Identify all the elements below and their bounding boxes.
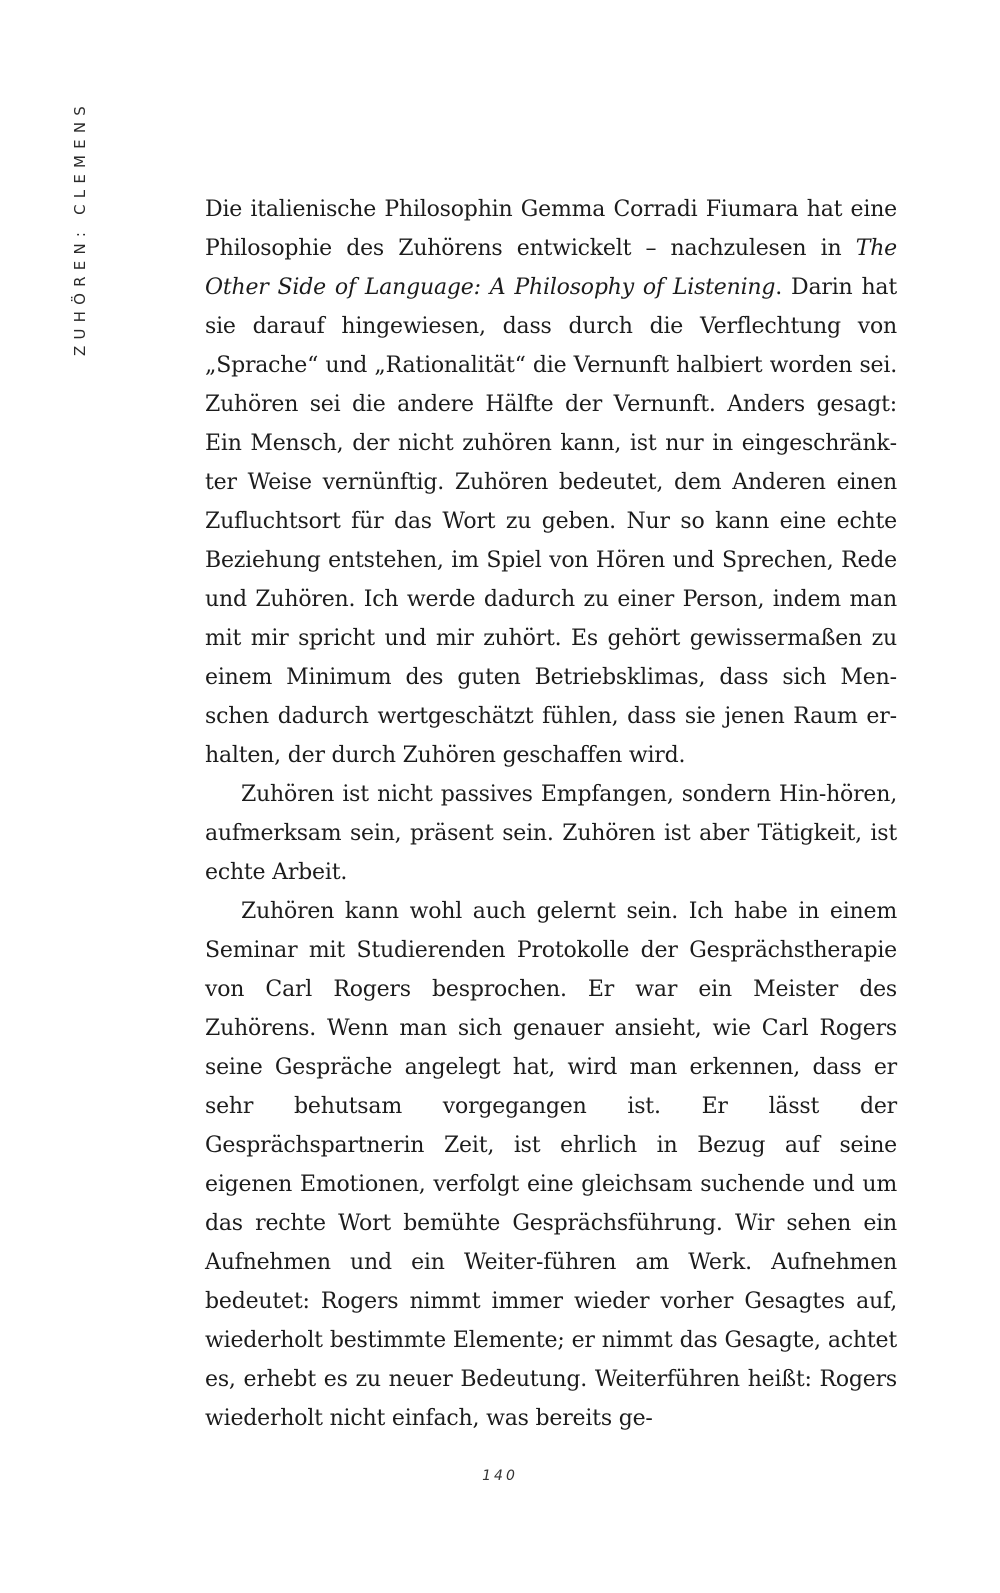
paragraph-1-text-start: Die italienische Philosophin Gemma Corradi Fiumara hat eine Philosophie des Zuhörens entwickelt – nachzulesen in (205, 197, 897, 261)
paragraph-1-text-end: . Darin hat sie darauf hingewiesen, dass durch die Verflechtung von „Sprache“ und „Rationalität“ die Vernunft halbiert worden sei. Zuhören sei die andere Hälfte der Vernunft. Anders gesagt: Ein Mensch, der nicht zuhören kann, ist nur in eingeschränkter Weise vernünftig. Zuhören bedeutet, dem Anderen einen Zufluchtsort für das Wort zu geben. Nur so kann eine echte Beziehung entstehen, im Spiel von Hören und Sprechen, Rede und Zuhören. Ich werde dadurch zu einer Person, indem man mit mir spricht und mir zuhört. Es gehört gewissermaßen zu einem Minimum des guten Betriebsklimas, dass sich Menschen dadurch wertgeschätzt fühlen, dass sie jenen Raum erhalten, der durch Zuhören geschaffen wird. (205, 275, 897, 768)
paragraph-1 (205, 190, 897, 775)
book-title-italic: The Other Side of Language: A Philosophy of Listening (205, 236, 897, 300)
running-head-text: ZUHÖREN: CLEMENS (71, 100, 90, 356)
paragraph-2: Zuhören ist nicht passives Empfangen, sondern Hin-hören, aufmerksam sein, präsent sein. Zuhören ist aber Tätigkeit, ist echte Arbeit. (205, 782, 897, 885)
body-text (205, 190, 897, 1438)
page-number: 140 (482, 1468, 518, 1484)
paragraph-3: Zuhören kann wohl auch gelernt sein. Ich habe in einem Seminar mit Studierenden Protokolle der Gesprächstherapie von Carl Rogers besprochen. Er war ein Meister des Zuhörens. Wenn man sich genauer ansieht, wie Carl Rogers seine Gespräche angelegt hat, wird man erkennen, dass er sehr behutsam vorgegangen ist. Er lässt der Gesprächspartnerin Zeit, ist ehrlich in Bezug auf seine eigenen Emotionen, verfolgt eine gleichsam suchende und um das rechte Wort bemühte Gesprächsführung. Wir sehen ein Aufnehmen und ein Weiter-führen am Werk. Aufnehmen bedeutet: Rogers nimmt immer wieder vorher Gesagtes auf, wiederholt bestimmte Elemente; er nimmt das Gesagte, achtet es, erhebt es zu neuer Bedeutung. Weiterführen heißt: Rogers wiederholt nicht einfach, was bereits ge- (205, 899, 897, 1431)
running-head (66, 92, 94, 364)
